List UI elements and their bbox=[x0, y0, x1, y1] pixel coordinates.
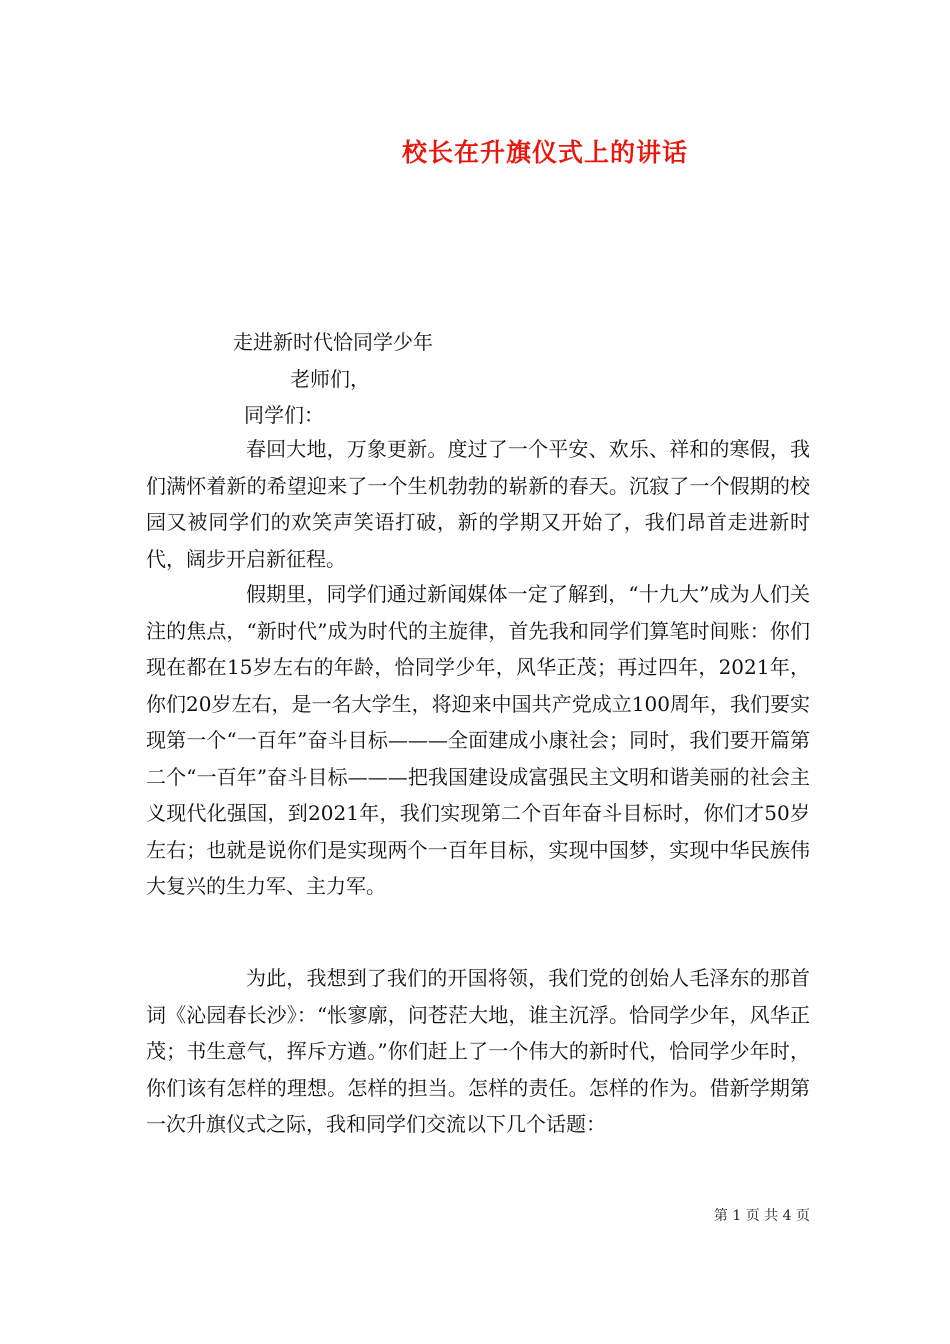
document-title: 校长在升旗仪式上的讲话 bbox=[401, 138, 688, 167]
greeting-teachers: 老师们， bbox=[290, 367, 370, 391]
paragraph-3: 为此，我想到了我们的开国将领，我们党的创始人毛泽东的那首词《沁园春长沙》：“怅寥廓，问苍茫大地，谁主沉浮。恰同学少年，风华正茂；书生意气，挥斥方遒。”你们赶上了一个伟大的新时代，恰同学少年时，你们该有怎样的理想。怎样的担当。怎样的责任。怎样的作为。借新学期第一次升旗仪式之际，我和同学们交流以下几个话题： bbox=[146, 966, 810, 1136]
page-footer: 第 1 页 共 4 页 bbox=[713, 1208, 810, 1224]
paragraph-1: 春回大地，万象更新。度过了一个平安、欢乐、祥和的寒假，我们满怀着新的希望迎来了一个生机勃勃的崭新的春天。沉寂了一个假期的校园又被同学们的欢笑声笑语打破，新的学期又开始了，我们昂首走进新时代，阔步开启新征程。 bbox=[146, 437, 810, 571]
paragraph-2-block bbox=[146, 576, 810, 905]
greeting-students: 同学们： bbox=[244, 403, 324, 427]
document-subtitle: 走进新时代恰同学少年 bbox=[233, 330, 433, 354]
paragraph-1-block bbox=[146, 431, 810, 577]
paragraph-3-block bbox=[146, 960, 810, 1143]
paragraph-2: 假期里，同学们通过新闻媒体一定了解到，“十九大”成为人们关注的焦点，“新时代”成为时代的主旋律，首先我和同学们算笔时间账：你们现在都在15岁左右的年龄，恰同学少年，风华正茂；再过四年，2021年，你们20岁左右，是一名大学生，将迎来中国共产党成立100周年，我们要实现第一个“一百年”奋斗目标———全面建成小康社会；同时，我们要开篇第二个“一百年”奋斗目标———把我国建设成富强民主文明和谐美丽的社会主义现代化强国，到2021年，我们实现第二个百年奋斗目标时，你们才50岁左右；也就是说你们是实现两个一百年目标，实现中国梦，实现中华民族伟大复兴的生力军、主力军。 bbox=[146, 582, 810, 898]
